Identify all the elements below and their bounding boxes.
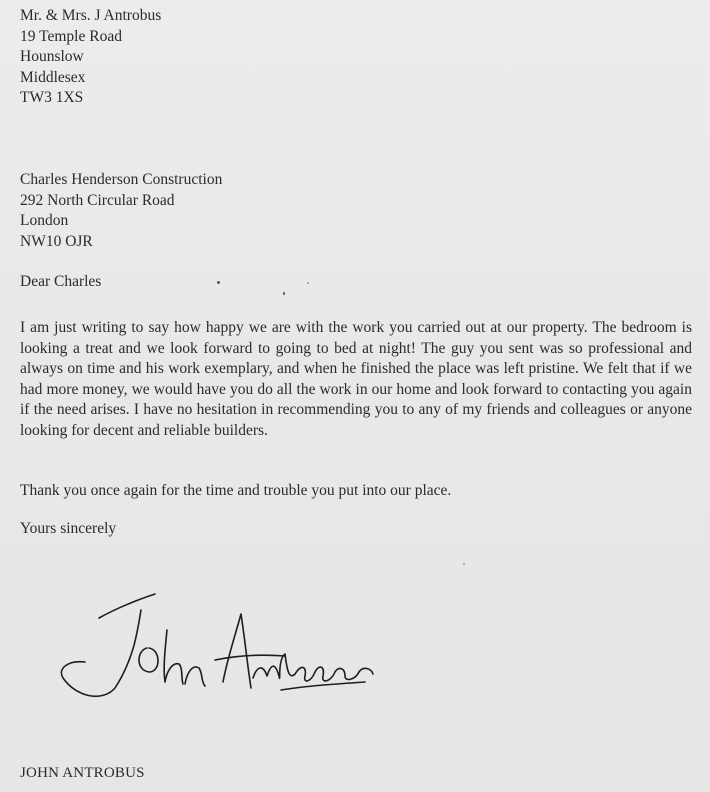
recipient-address-line: London: [20, 212, 69, 229]
printed-name: JOHN ANTROBUS: [20, 765, 145, 781]
signature-stroke: [223, 614, 251, 688]
recipient-address-line: Charles Henderson Construction: [20, 171, 223, 188]
sender-address-line: Mr. & Mrs. J Antrobus: [20, 7, 162, 24]
sender-address-line: TW3 1XS: [20, 89, 84, 106]
scan-speck: [283, 292, 285, 295]
thanks-line: Thank you once again for the time and trouble you put into our place.: [20, 482, 452, 499]
scan-speck: [217, 281, 220, 284]
recipient-address-line: 292 North Circular Road: [20, 191, 175, 209]
signature-stroke: [215, 655, 285, 660]
signature-stroke: [164, 630, 183, 684]
closing-line: Yours sincerely: [20, 520, 117, 537]
signature-stroke: [139, 648, 158, 672]
scan-speck: [463, 563, 465, 565]
sender-address-line: Hounslow: [20, 48, 84, 65]
scan-speck: [307, 282, 309, 284]
letter-body: I am just writing to say how happy we are with the work you carried out at our property. The bedroom is looking a treat and we look forward to going to bed at night! The guy you sent was so professional and always on time and his work exemplary, and when he finished the place was left pristine. We felt that if we had more money, we would have you do all the work in our home and look forward to contacting you again if the need arises. I have no hesitation in recommending you to any of my friends and colleagues or anyone looking for decent and reliable builders.: [20, 319, 692, 439]
signature-stroke: [185, 667, 205, 686]
handwritten-signature: [55, 590, 385, 705]
salutation: Dear Charles: [20, 273, 102, 290]
sender-address-line: 19 Temple Road: [20, 27, 122, 45]
signature-stroke: [281, 682, 365, 690]
recipient-address: [20, 170, 222, 252]
signature-stroke: [253, 654, 373, 681]
recipient-address-line: NW10 OJR: [20, 232, 93, 250]
sender-address-line: Middlesex: [20, 68, 86, 86]
signature-stroke: [99, 594, 155, 618]
sender-address: [20, 6, 161, 109]
signature-stroke: [61, 610, 141, 696]
